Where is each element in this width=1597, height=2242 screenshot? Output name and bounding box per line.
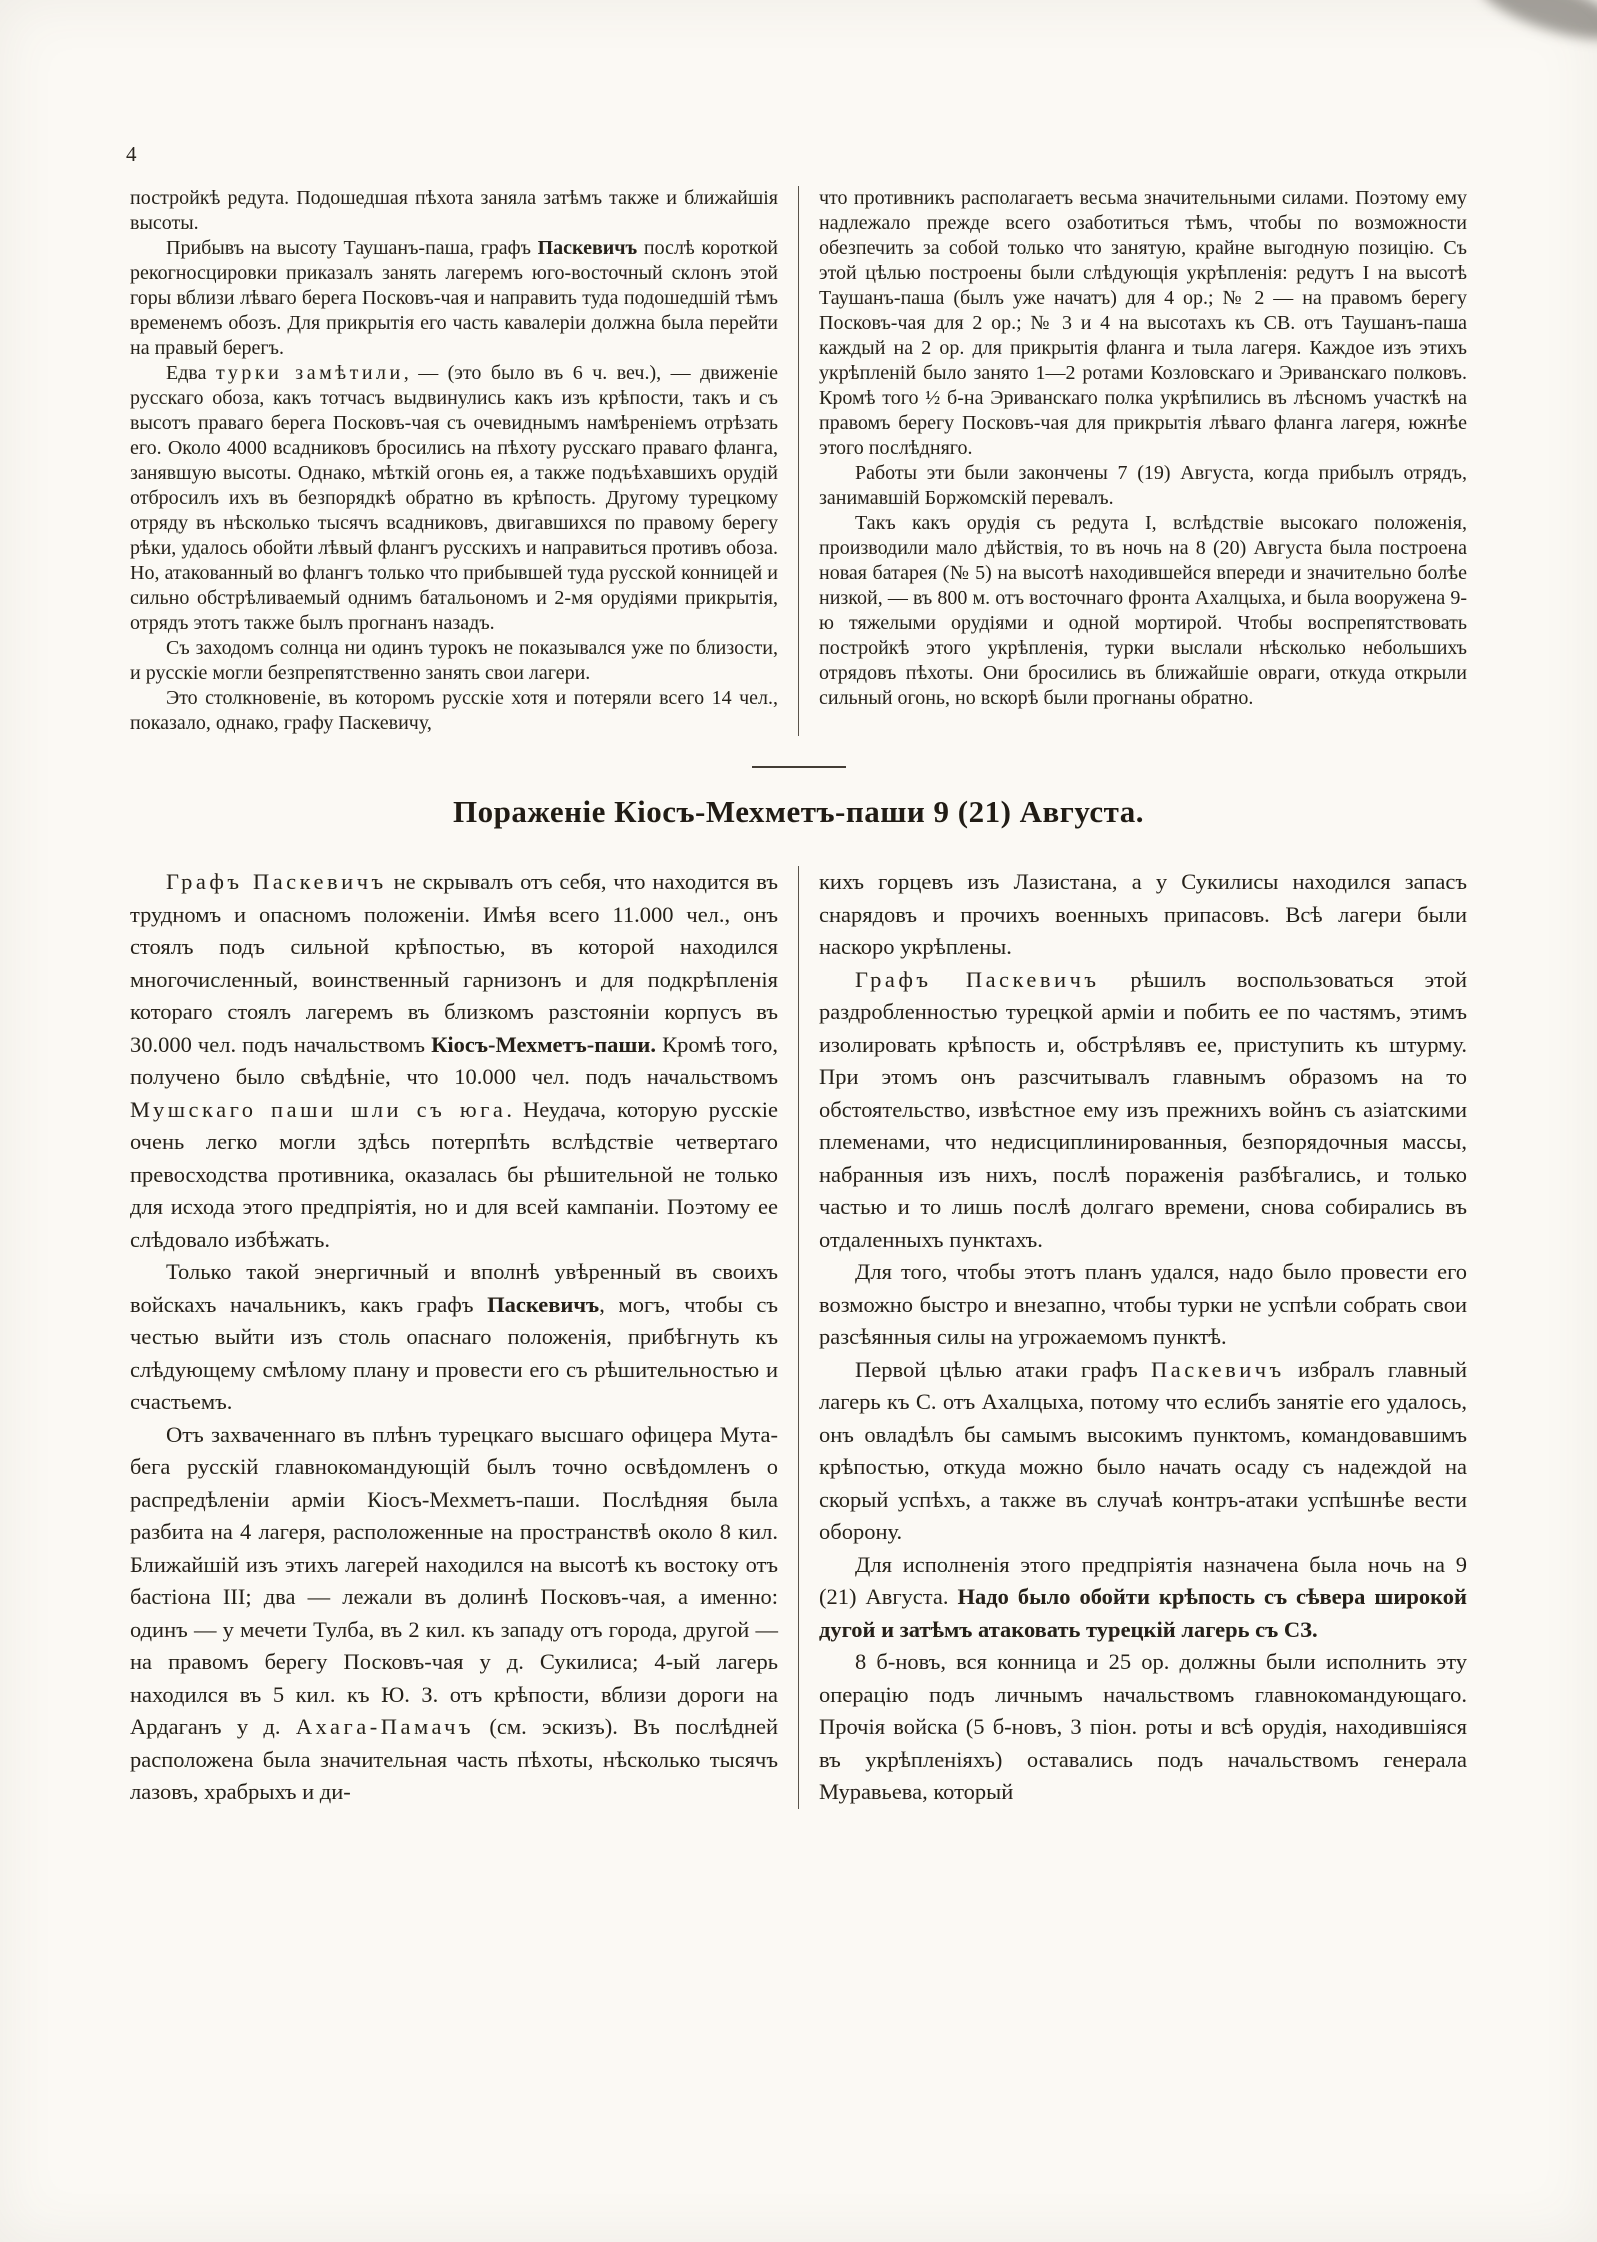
column-right-top	[799, 186, 1467, 736]
text-run: что противникъ располагаетъ весьма значительными силами. Поэтому ему надлежало прежде всего озаботиться тѣмъ, чтобы по возможности обезпечить за собой только что занятую, крайне выгодную позицію. Съ этой цѣлью построены были слѣдующія укрѣпленія: редутъ I на высотѣ Таушанъ-паша (былъ уже начатъ) для 4 ор.; № 2 — на правомъ берегу Посковъ-чая для 2 ор.; № 3 и 4 на высотахъ къ СВ. отъ Таушанъ-паша каждый на 2 ор. для прикрытія фланга и тыла лагеря. Каждое изъ этихъ укрѣпленій было занято 1—2 ротами Козловскаго и Эриванскаго полковъ. Кромѣ того ½ б-на Эриванскаго полка укрѣпились въ лѣсномъ участкѣ на правомъ берегу Посковъ-чая для прикрытія лѣваго фланга лагеря, южнѣе этого послѣдняго.	[819, 187, 1467, 459]
paragraph	[130, 236, 778, 361]
paragraph	[819, 964, 1467, 1257]
paragraph	[819, 1354, 1467, 1549]
paragraph	[819, 186, 1467, 461]
paragraph	[130, 1419, 778, 1809]
text-run: Первой цѣлью атаки графъ	[855, 1356, 1151, 1382]
column-left-bottom	[130, 866, 798, 1809]
text-run: Едва	[166, 362, 216, 384]
section-article-body	[130, 866, 1467, 1809]
text-run: , могъ, чтобы съ честью выйти изъ столь опаснаго положенія, прибѣгнуть къ слѣдующему смѣлому плану и провести его съ рѣшительностью и счастьемъ.	[130, 1291, 778, 1414]
paragraph	[130, 186, 778, 236]
column-right-bottom	[799, 866, 1467, 1809]
text-run: Отъ захваченнаго въ плѣнъ турецкаго высшаго офицера Мута-бега русскій главнокомандующій былъ точно освѣдомленъ о распредѣленіи арміи Кіосъ-Мехметъ-паши. Послѣдняя была разбита на 4 лагеря, расположенные на пространствѣ около 8 кил. Ближайшій изъ этихъ лагерей находился на высотѣ къ востоку отъ бастіона III; два — лежали въ долинѣ Посковъ-чая, а именно: одинъ — у мечети Тулба, въ 2 кил. къ западу отъ города, другой — на правомъ берегу Посковъ-чая у д. Сукилиса; 4-ый лагерь находился въ 5 кил. къ Ю. З. отъ крѣпости, вблизи дороги на Ардаганъ у д.	[130, 1421, 778, 1739]
paragraph	[819, 1646, 1467, 1809]
letterspaced-text-run: Паскевичъ	[1150, 1356, 1285, 1382]
paragraph	[130, 686, 778, 736]
article-heading: Пораженіе Кіосъ-Мехметъ-паши 9 (21) Августа.	[452, 794, 1145, 829]
text-run: , — (это было въ 6 ч. веч.), — движеніе русскаго обоза, какъ тотчасъ выдвинулись какъ изъ крѣпости, такъ и съ высотъ праваго берега Посковъ-чая съ очевиднымъ намѣреніемъ отрѣзать его. Около 4000 всадниковъ бросились на пѣхоту русскаго праваго фланга, занявшую высоты. Однако, мѣткій огонь ея, а также подъѣхавшихъ орудій отбросилъ ихъ въ безпорядкѣ обратно въ крѣпость. Другому турецкому отряду въ нѣсколько тысячъ всадниковъ, двигавшихся по правому берегу рѣки, удалось обойти лѣвый флангъ русскихъ и направиться противъ обоза. Но, атакованный во флангъ только что прибывшей туда русской конницей и сильно обстрѣливаемый однимъ батальономъ и 2-мя орудіями прикрытія, отрядъ этотъ также былъ прогнанъ назадъ.	[130, 362, 778, 634]
text-run: Кромѣ того, получено было свѣдѣніе, что 10.000 чел. подъ начальствомъ	[130, 1031, 778, 1089]
text-run: послѣ короткой рекогносцировки приказалъ занять лагеремъ юго-восточный склонъ этой горы вблизи лѣваго берега Посковъ-чая и направить туда подошедшій тѣмъ временемъ обозъ. Для прикрытія его часть кавалеріи должна была перейти на правый берегъ.	[130, 237, 778, 359]
section-previous-article-end	[130, 186, 1467, 736]
paragraph	[819, 461, 1467, 511]
letterspaced-text-run: Графъ Паскевичъ	[855, 966, 1100, 992]
letterspaced-text-run: Графъ Паскевичъ	[166, 869, 387, 894]
text-run: постройкѣ редута. Подошедшая пѣхота заняла затѣмъ также и ближайшія высоты.	[130, 187, 778, 234]
text-run: Работы эти были закончены 7 (19) Августа, когда прибылъ отрядъ, занимавшій Боржомскій перевалъ.	[819, 462, 1467, 509]
page-number: 4	[126, 142, 137, 166]
text-run: Только такой энергичный и вполнѣ увѣренный въ своихъ войскахъ начальникъ, какъ графъ	[130, 1259, 778, 1317]
paragraph	[819, 511, 1467, 711]
text-run: не скрывалъ отъ себя, что находится въ трудномъ и опасномъ положеніи. Имѣя всего 11.000 чел., онъ стоялъ подъ сильной крѣпостью, въ которой находился многочисленный, воинственный гарнизонъ и для подкрѣпленія котораго стоялъ лагеремъ въ близкомъ разстояніи корпусъ въ 30.000 чел. подъ начальствомъ	[130, 869, 778, 1057]
emphasized-text-run: Паскевичъ	[537, 237, 638, 259]
letterspaced-text-run: Ахага-Памачъ	[295, 1714, 475, 1739]
paragraph	[819, 866, 1467, 964]
text-run: кихъ горцевъ изъ Лазистана, а у Сукилисы находился запасъ снарядовъ и прочихъ военныхъ припасовъ. Всѣ лагери были наскоро укрѣплены.	[819, 869, 1467, 959]
paragraph	[130, 361, 778, 636]
section-divider-rule	[752, 766, 846, 768]
text-run: Для исполненія этого предпріятія назначена была ночь на 9 (21) Августа.	[819, 1551, 1467, 1609]
text-run: Это столкновеніе, въ которомъ русскіе хотя и потеряли всего 14 чел., показало, однако, графу Паскевичу,	[130, 687, 778, 734]
column-left-top	[130, 186, 798, 736]
text-run: 8 б-новъ, вся конница и 25 ор. должны были исполнить эту операцію подъ личнымъ начальствомъ главнокомандующаго. Прочія войска (5 б-новъ, 3 піон. роты и всѣ орудія, находившіяся въ укрѣпленіяхъ) оставались подъ начальствомъ генерала Муравьева, который	[819, 1649, 1467, 1804]
letterspaced-text-run: турки замѣтили	[215, 362, 404, 384]
paragraph	[130, 636, 778, 686]
text-run: рѣшилъ воспользоваться этой раздробленностью турецкой арміи и побить ее по частямъ, этимъ изолировать крѣпость и, обстрѣлявъ ее, приступить къ штурму. При этомъ онъ разсчитывалъ главнымъ образомъ на то обстоятельство, извѣстное ему изъ прежнихъ войнъ съ азіатскими племенами, что недисциплинированныя, безпорядочныя массы, набранныя изъ нихъ, послѣ пораженія разбѣгались, и только частью и то лишь послѣ долгаго времени, снова собирались въ отдаленныхъ пунктахъ.	[819, 966, 1467, 1252]
paragraph	[130, 1256, 778, 1419]
emphasized-text-run: Паскевичъ	[487, 1291, 600, 1317]
text-run: . Неудача, которую русскіе очень легко могли здѣсь потерпѣть вслѣдствіе четвертаго превосходства противника, оказалась бы рѣшительной не только для исхода этого предпріятія, но и для всей кампаніи. Поэтому ее слѣдовало избѣжать.	[130, 1096, 779, 1252]
text-run: Прибывъ на высоту Таушанъ-паша, графъ	[166, 237, 538, 259]
paragraph	[819, 1256, 1467, 1354]
text-run: (см. эскизъ). Въ послѣдней расположена была значительная часть пѣхоты, нѣсколько тысячъ лазовъ, храбрыхъ и ди-	[130, 1714, 779, 1804]
text-run: Такъ какъ орудія съ редута I, вслѣдствіе высокаго положенія, производили мало дѣйствія, то въ ночь на 8 (20) Августа была построена новая батарея (№ 5) на высотѣ находившейся впереди и значительно болѣе низкой, — въ 800 м. отъ восточнаго фронта Ахалцыха, и была вооружена 9-ю тяжелыми орудіями и одной мортирой. Чтобы воспрепятствовать постройкѣ этого укрѣпленія, турки выслали нѣсколько небольшихъ отрядовъ пѣхоты. Они бросились въ ближайшіе овраги, откуда открыли сильный огонь, но вскорѣ были прогнаны обратно.	[819, 512, 1467, 709]
text-run: избралъ главный лагерь къ С. отъ Ахалцыха, потому что еслибъ занятіе его удалось, онъ овладѣлъ бы самымъ высокимъ пунктомъ, командовавшимъ крѣпостью, откуда можно было начать осаду съ надеждой на скорый успѣхъ, а также въ случаѣ контръ-атаки успѣшнѣе вести оборону.	[819, 1356, 1467, 1544]
emphasized-text-run: Надо было обойти крѣпость съ сѣвера широкой дугой и затѣмъ атаковать турецкій лагерь съ СЗ.	[819, 1584, 1467, 1642]
paragraph	[130, 866, 778, 1256]
text-run: Съ заходомъ солнца ни одинъ турокъ не показывался уже по близости, и русскіе могли безпрепятственно занять свои лагери.	[130, 637, 778, 684]
text-run: Для того, чтобы этотъ планъ удался, надо было провести его возможно быстро и внезапно, чтобы турки не успѣли собрать свои разсѣянныя силы на угрожаемомъ пунктѣ.	[819, 1259, 1467, 1349]
paragraph	[819, 1549, 1467, 1647]
emphasized-text-run: Кіосъ-Мехметъ-паши.	[431, 1031, 657, 1057]
letterspaced-text-run: Мушскаго паши шли съ юга	[130, 1096, 507, 1122]
